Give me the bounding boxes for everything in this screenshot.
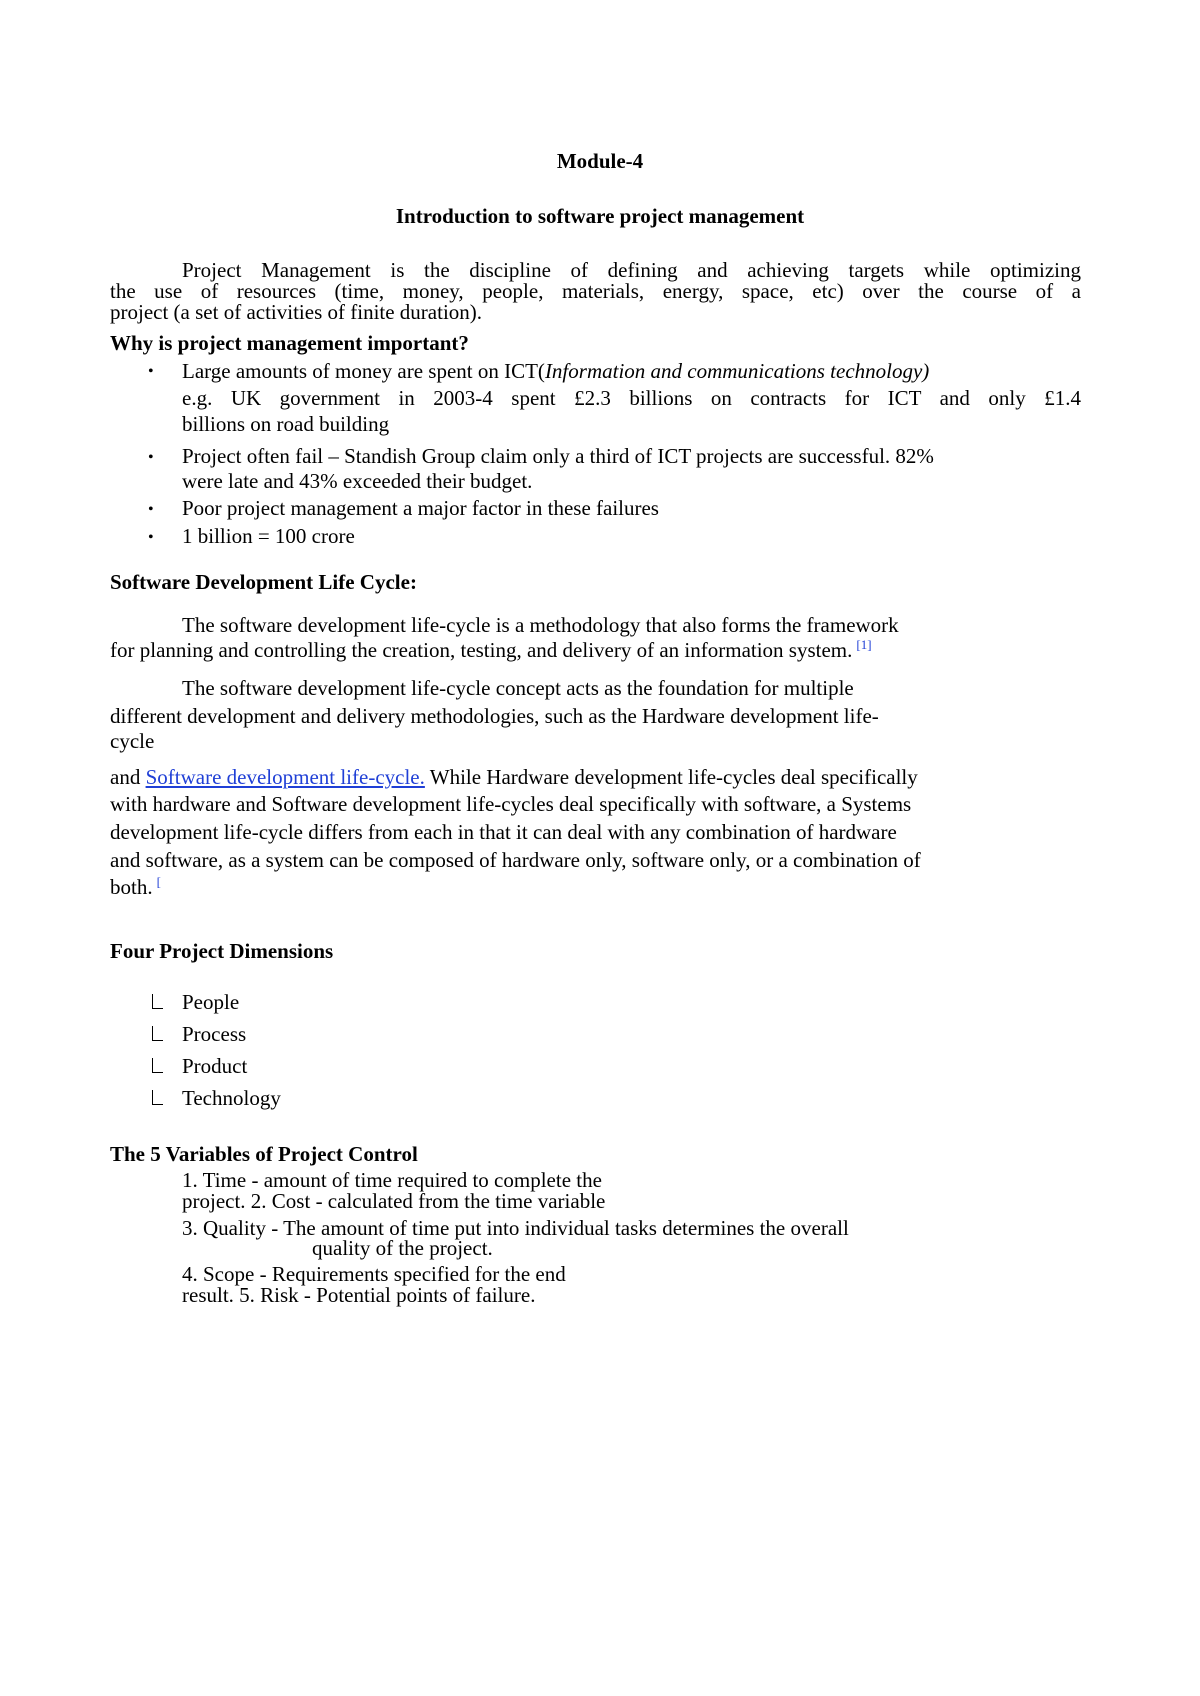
variables-line-1: 1. Time - amount of time required to complete the [182,1168,602,1192]
sdlc-p3-line-2: with hardware and Software development life-cycles deal specifically with software, a Systems [110,792,912,816]
sdlc-p2-line-1: The software development life-cycle concept acts as the foundation for multiple [182,676,854,700]
software-development-life-cycle-link[interactable]: Software development life-cycle. [145,765,425,789]
variables-line-6: result. 5. Risk - Potential points of failure. [182,1283,536,1307]
checkbox-icon [152,1058,163,1073]
dimensions-heading: Four Project Dimensions [110,939,334,963]
variables-line-2: project. 2. Cost - calculated from the time variable [182,1189,606,1213]
checkbox-icon [152,1090,163,1105]
bullet-1-line-3: billions on road building [182,412,390,436]
sdlc-p3-suffix: While Hardware development life-cycles deal specifically [424,765,918,789]
bullet-icon: • [148,449,154,466]
bullet-1-text: Large amounts of money are spent on ICT( [182,359,545,383]
reference-link[interactable]: [ [156,874,161,889]
variables-line-4: quality of the project. [312,1236,493,1260]
sdlc-p3-line-5 [110,874,161,900]
sdlc-p2-line-3: cycle [110,729,155,753]
variables-line-3: 3. Quality - The amount of time put into individual tasks determines the overall [182,1216,849,1240]
checkbox-icon [152,1026,163,1041]
dimension-item: Technology [182,1086,281,1110]
variables-line-5: 4. Scope - Requirements specified for the end [182,1262,566,1286]
bullet-3: Poor project management a major factor in these failures [182,496,659,520]
sdlc-p1-line-2-text: for planning and controlling the creation, testing, and delivery of an information system. [110,638,853,662]
why-heading: Why is project management important? [110,331,469,355]
sdlc-p3-line-1 [110,767,918,788]
bullet-icon: • [148,363,154,380]
sdlc-p3-line-3: development life-cycle differs from each in that it can deal with any combination of hardware [110,820,897,844]
sdlc-p2-line-2: different development and delivery methodologies, such as the Hardware development life- [110,704,879,728]
pm-intro-line-2: the use of resources (time, money, people, materials, energy, space, etc) over the course of a [110,279,1081,303]
bullet-2-line-1: Project often fail – Standish Group claim only a third of ICT projects are successful. 82% [182,444,934,468]
sdlc-p1-line-1: The software development life-cycle is a methodology that also forms the framework [182,613,899,637]
sdlc-p1-line-2 [110,637,872,663]
pm-intro-line-3: project (a set of activities of finite duration). [110,300,483,324]
sdlc-p3-prefix: and [110,765,146,789]
variables-heading: The 5 Variables of Project Control [110,1142,418,1166]
bullet-icon: • [148,529,154,546]
dimension-item: Process [182,1022,247,1046]
dimension-item: Product [182,1054,248,1078]
sdlc-p3-line-5-text: both. [110,875,153,899]
sdlc-heading: Software Development Life Cycle: [110,570,417,594]
bullet-2-line-2: were late and 43% exceeded their budget. [182,469,533,493]
bullet-1-line-1 [182,361,929,382]
sdlc-p3-line-4: and software, as a system can be composed of hardware only, software only, or a combination of [110,848,921,872]
reference-link[interactable]: [1] [856,637,872,652]
pm-intro-line-1: Project Management is the discipline of defining and achieving targets while optimizing [182,258,1081,282]
dimension-item: People [182,990,240,1014]
bullet-1-italic-text: Information and communications technology) [544,359,930,383]
bullet-4: 1 billion = 100 crore [182,524,355,548]
main-title: Introduction to software project management [395,204,805,228]
bullet-icon: • [148,501,154,518]
module-title: Module-4 [556,149,644,173]
checkbox-icon [152,994,163,1009]
bullet-1-line-2: e.g. UK government in 2003-4 spent £2.3 billions on contracts for ICT and only £1.4 [182,386,1081,410]
